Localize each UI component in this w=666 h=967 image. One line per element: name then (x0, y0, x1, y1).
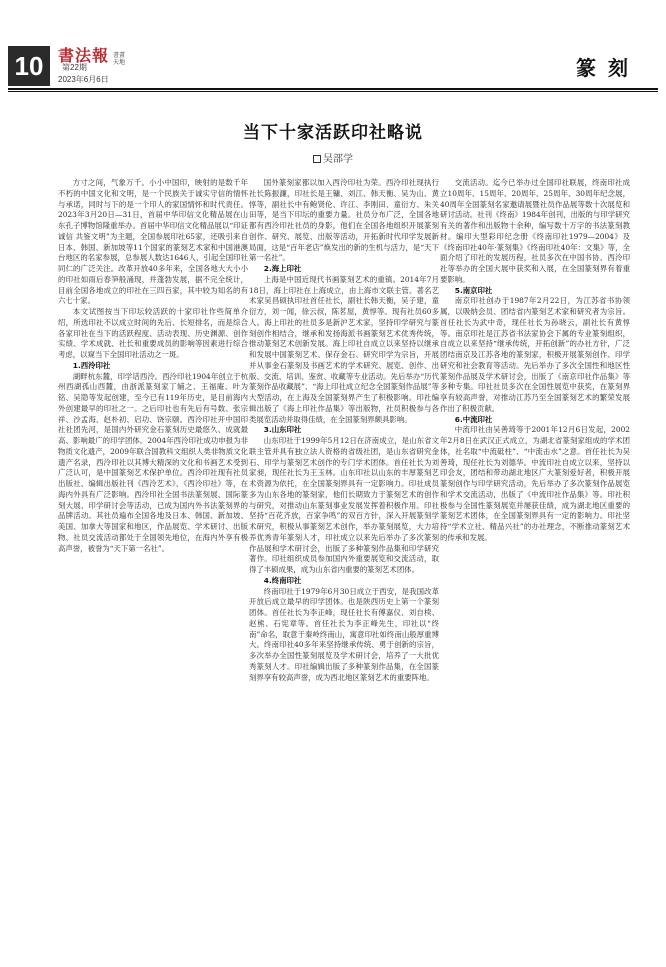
byline-box-icon (313, 155, 321, 163)
section-subheading: 4.终南印社 (263, 575, 302, 585)
article-column-2 (249, 178, 439, 954)
section-title: 篆刻 (576, 56, 640, 80)
header-rule-thin (8, 91, 658, 92)
masthead-title: 書法報 (58, 46, 110, 65)
page-number: 10 (8, 46, 50, 86)
paragraph: 本文试图按当下印坛较活跃的十家印社作些简单介绍，所选印社不以成立时间的先后、长短排名，而是综合各家印社在当下的活跃程度、活动表现、历史渊源、创作实绩、学术成就、社长和重要成员的影响等因素进行综合考虑，以窥当下全国印社活动之一斑。 (58, 307, 248, 359)
issue-date: 2023年6月6日 (58, 75, 109, 84)
paragraph: 上海是中国近现代书画篆刻艺术的重镇。2014年7月18日，海上印社在上海成立，由上海市文联主管。著名艺术家吴昌硕执印社首任社长，副社长韩天衡，吴子建，童衍方，刘一闻，徐云叔，陈茗屋，黄惇等。现有社员60多人。海上印社的社员多是新沪艺术家，坚持印学研究与篆刻创作相结合，继承和发扬海派书画篆刻艺术优秀传统，推动篆刻艺术创新发展。海上印社自成立以来坚持以继承和发展中国篆刻艺术、保存金石、研究印学为宗旨，开展并从事金石篆刻及书画艺术的学术研究、展览、创作、出版、交流、培训、鉴赏、收藏等专业活动。先后举办“历代篆刻作品收藏展”、“海上印社成立纪念全国篆刻作品展”等大型活动，在上海及全国篆刻界产生了积极影响。印社编辑出版了《海上印社作品集》等出版物，社员积极参与各类展览活动并取得佳绩，在全国篆刻界颇具影响。 (249, 274, 439, 424)
section-subheading: 2.海上印社 (263, 264, 302, 273)
article-column-3 (440, 178, 630, 954)
byline-author: 吴部学 (323, 154, 353, 165)
section-subheading: 5.南京印社 (454, 285, 493, 295)
paragraph: 南京印社创办于1987年2月22日，为江苏省书协领属，以吸纳会员、团结省内篆刻艺术家和研究者为宗旨。首任社长为武中奇，现任社长为孙晓云，副社长有黄惇等。南京印社是江苏省书法家协会下属的专业篆刻组织，自成立以来坚持“继承传统，开拓创新”的办社方针，广泛团结南京及江苏各地的篆刻家，积极开展篆刻创作、印学研究和社会教育等活动。先后举办了多次全国性和地区性篆刻作品展及学术研讨会，出版了《南京印社作品集》等多种专集。印社社员多次在全国性展览中获奖，在篆刻界享有较高声誉，对推动江苏乃至全国篆刻艺术的繁荣发展作出了积极贡献。 (440, 296, 630, 413)
issue-number: 第22期 (62, 63, 87, 72)
paragraph: 山东印社于1999年5月12日在济南成立，是山东省文联主管并具有独立法人资格的省级社团，是山东省研究金石、印学与篆刻艺术创作的专门学术团体。首任社长为刘家昶，现任社长为王玉林。山东印社以山东的丰厚篆刻艺术资源为依托，在全国篆刻界具有一定影响力。印社成员多为山东各地的篆刻家，他们长期致力于篆刻艺术的创作与研究，对推动山东篆刻事业发展发挥着积极作用。印社坚持“百花齐放，百家争鸣”的双百方针，深入开展篆刻学术研究，积极从事篆刻艺术创作，举办篆刻展览，大力培养优秀青年篆刻人才，印社成立以来先后举办了多次篆刻作品展和学术研讨会，出版了多种篆刻作品集和印学研究著作。印社组织成员参加国内外重要展览和交流活动，取得了丰硕成果，成为山东省内重要的篆刻艺术团体。 (249, 436, 439, 574)
article-byline (0, 150, 666, 165)
section-subheading: 3.山东印社 (263, 425, 302, 435)
page-header (0, 0, 666, 90)
paragraph: 终南印社于1979年6月30日成立于西安，是我国改革开放后成立最早的印学团体。也是陕西历史上第一个篆刻团体。首任社长为李正峰，现任社长有傅嘉仪、刘自椟、赵熊、石宪章等。首任社长为李正峰先生，印社以“终南”命名，取意于秦岭终南山，寓意印社如终南山般厚重博大。终南印社40多年来坚持继承传统、勇于创新的宗旨，多次举办全国性篆刻展览及学术研讨会，培养了一大批优秀篆刻人才。印社编辑出版了多种篆刻作品集，在全国篆刻界享有较高声誉，成为西北地区篆刻艺术的重要阵地。 (249, 586, 439, 682)
section-subheading: 6.中流印社 (454, 414, 493, 424)
paragraph: 方寸之间，气象万千。小小中国印，映射的是数千年不朽的中国文化和文明，是一个民族关于诚实守信的情怀与承诺，同时与下的是一个印人的家国情怀和时代责任。2023年3月20日—31日，首届中华印信文化精品展在山东孔子博物馆隆重举办。首届中华印信文化精品展以“印证诚信 共鉴文明”为主题，全国参展印社65家，还吸引来自日本、韩国、新加坡等11个国家的篆刻艺术家和中国港澳台地区的名家参展，总参展人数达1646人，引起全国印社同仁的广泛关注。改革开放40多年来，全国各地大大小小的印社如雨后春笋般涌现，并蓬勃发展，据不完全统计，目前全国各地成立的印社在三四百家，其中较为知名的有六七十家。 (58, 178, 248, 306)
masthead-subtitle: 書畫天地 (113, 52, 126, 66)
header-rule (8, 88, 658, 90)
article-headline: 当下十家活跃印社略说 (243, 123, 423, 143)
paragraph: 湖畔杭东麓，印学话西泠。西泠印社1904年创立于杭州西湖孤山西麓，由浙派篆刻家丁辅之、王福庵、叶为铭、吴隐等发起创建，至今已有119年历史，是目前海内外创建最早的印社之一。之后印社也有先后有号数、张宗祥、沙孟海、赵朴初、启功、饶宗颐。西泠印社开中国印社社团先河，是国内外研究金石篆刻历史最悠久、成就最高、影响最广的印学团体。2004年西泠印社成功申报为非物质文化遗产，2009年联合国教科文组织人类非物质文化遗产名录，西泠印社以其博大精深的文化和书画艺术受到广泛认可，是中国篆刻艺术保护单位。西泠印社现有社员出版社、编辑出版社刊《西泠艺术》、《西泠印社》等，在海内外具有广泛影响。西泠印社全国书法篆刻展、国际篆刻大展、印学研讨会等活动，已成为国内外书法篆刻界的品牌活动。其社员遍布全国各地及日本、韩国、新加坡、美国、加拿大等国家和地区，作品展览、学术研讨、出版物、社员交流活动都处于全国领先地位，在海内外享有极高声誉，被誉为“天下第一名社”。 (58, 371, 248, 553)
section-subheading: 1.西泠印社 (72, 360, 111, 370)
paragraph: 中流印社由吴善琦等于2001年12月6日发起，2002年2月8日在武汉正式成立，为湖北省篆刻家组成的学术团体，社名取“中流砥柱”、“中流击水”之意。首任社长为吴善琦，现任社长为刘德华。中流印社自成立以来，坚持以印会友，团结和带动湖北地区广大篆刻爱好者，积极开展篆刻创作与印学研究活动，先后举办了多次篆刻作品展览和学术交流活动，出版了《中流印社作品集》等。印社积极参与全国性篆刻展览并屡获佳绩，成为湖北地区重要的篆刻艺术团体，在全国篆刻界具有一定的影响力。印社坚持“学术立社、精品兴社”的办社理念，不断推动篆刻艺术的传承和发展。 (440, 425, 630, 542)
article-column-1 (58, 178, 248, 954)
paragraph: 交流活动。迄今已举办过全国印社联展，终南印社成立10周年、15周年、20周年、25周年、30周年纪念展，40周年全国篆刻名家邀请展暨社员作品展等数十次展览和研讨活动。社刊《终南》1984年创刊，出版的与印学研究有关的著作和出版物十余种，编写数十万字的书法篆刻教材。编印大型彩印纪念册《终南印社1979—2004》及《终南印社40年·篆刻集》《终南印社40年：文集》等，全面介绍了印社的发展历程，社员多次在中国书协、西泠印社等举办的全国大展中获奖和入展，在全国篆刻界有着重要影响。 (440, 178, 630, 284)
paragraph: 国外篆刻家都以加入西泠印社为荣。西泠印社现执行社长陈振濂，印社长是王镛、刘江、韩天衡、吴为山、黄惇等，副社长中有鲍贤伦、许江、李刚田、童衍方、朱关田等，是当下印坛的重要力量。社员分布广泛，全国各地都有西泠印社社员的身影，他们在全国各地组织开展篆刻创作、研究、展览、出版等活动，开拓新时代印学发展新局面，这是“百年老店”焕发出的新的生机与活力，是“天下第一名社”。 (249, 178, 439, 263)
